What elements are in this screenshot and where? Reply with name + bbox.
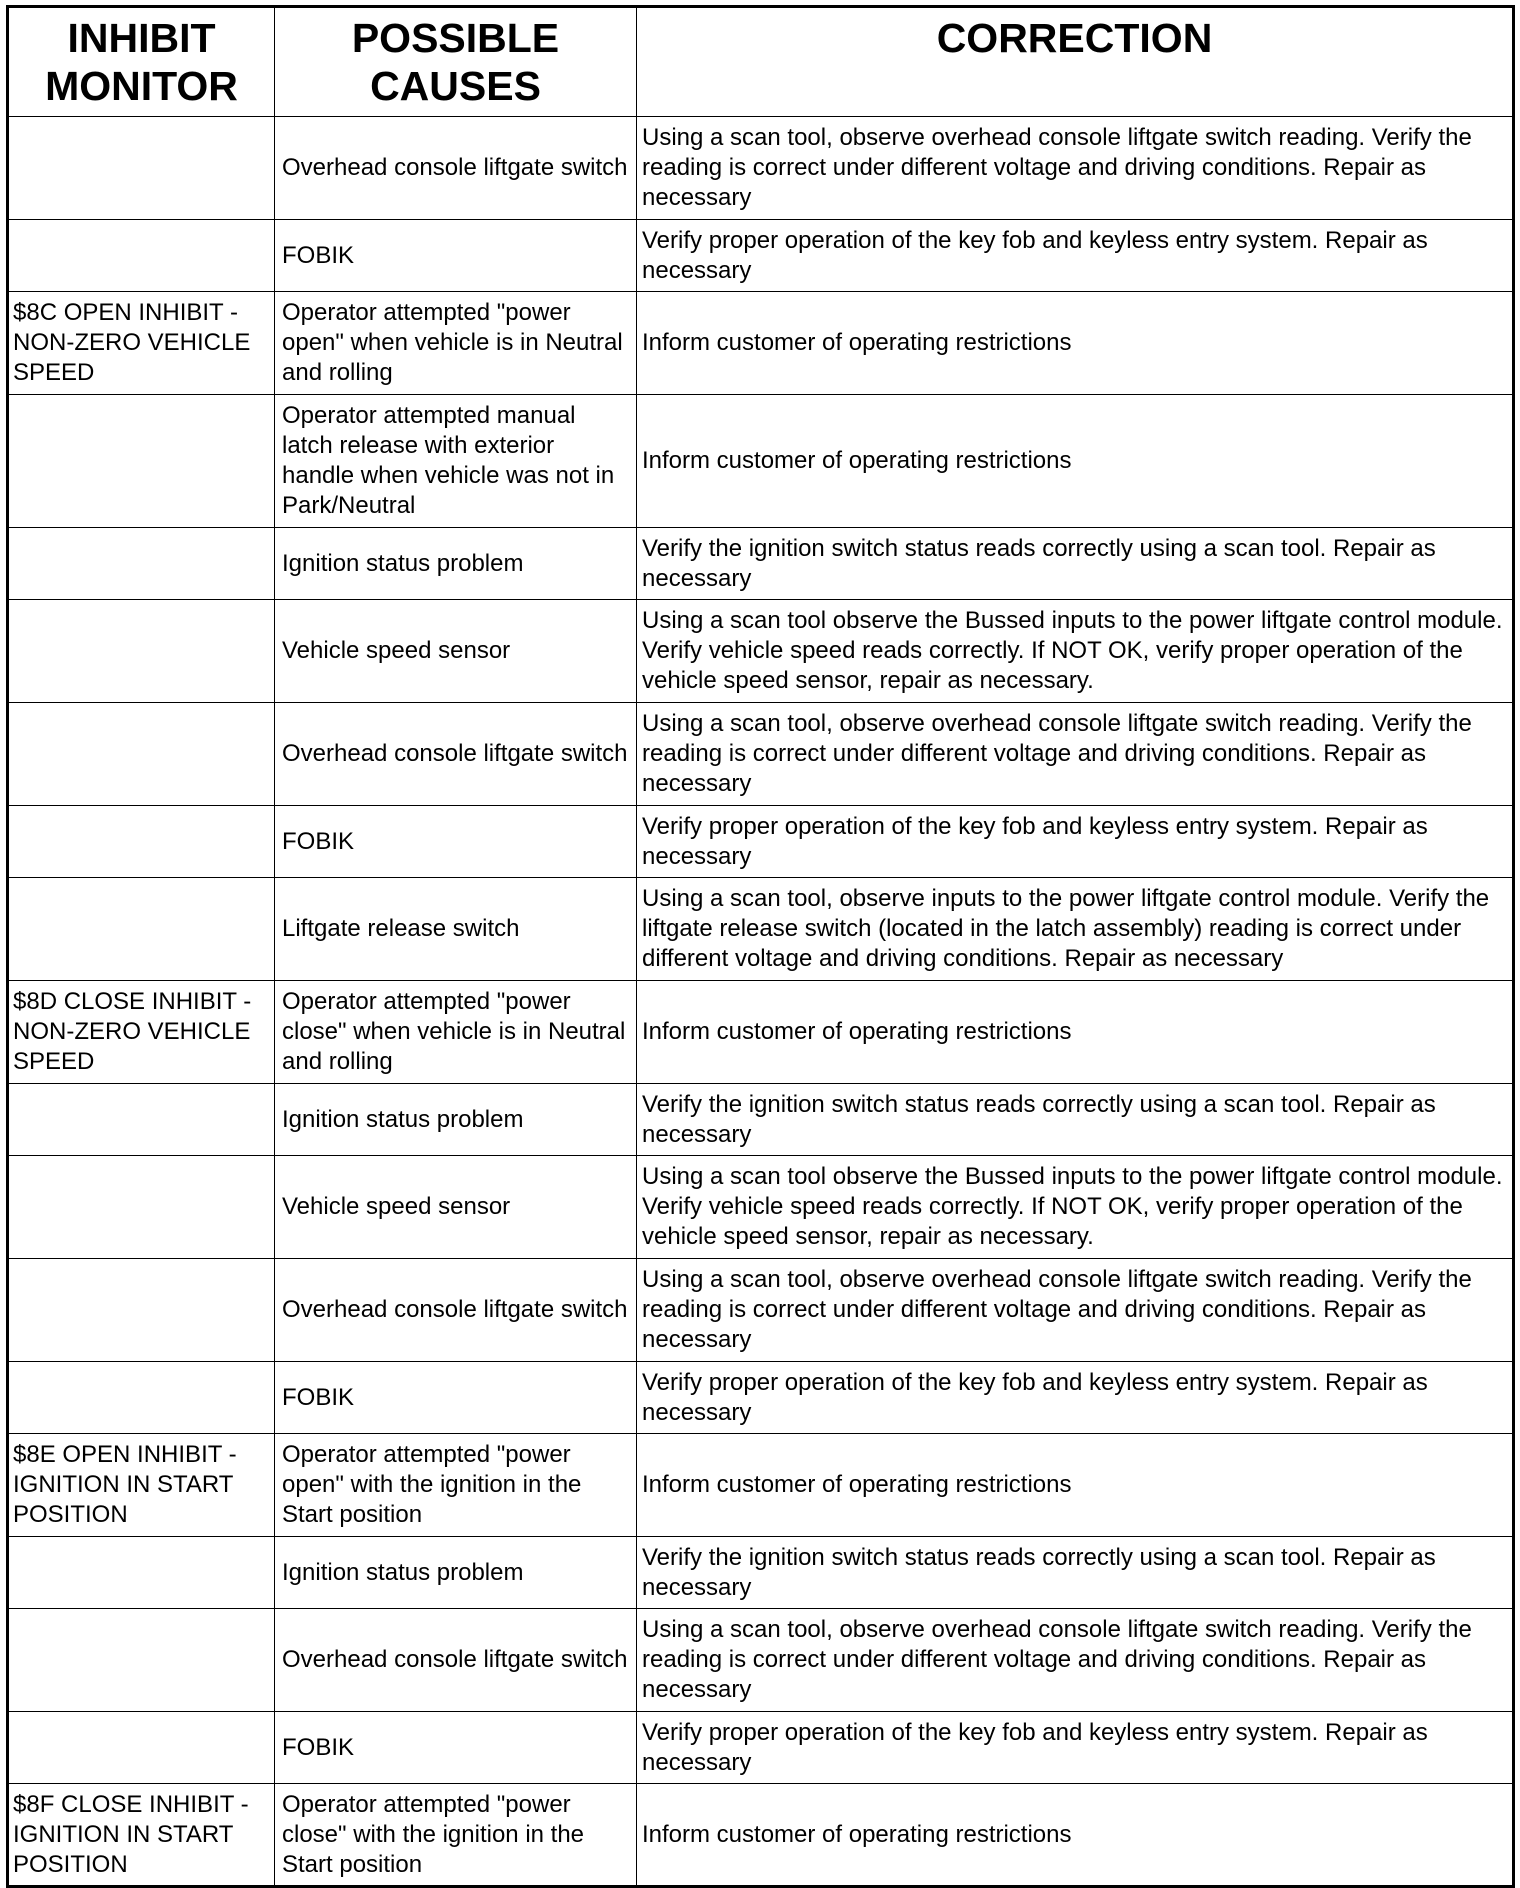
correction-cell: Using a scan tool observe the Bussed inputs to the power liftgate control module. Verify vehicle speed reads correctly. If NOT OK, verify proper operation of the vehicle speed sensor, repair as necessary. bbox=[637, 600, 1514, 703]
table-row bbox=[8, 981, 1514, 1084]
correction-cell: Verify proper operation of the key fob and keyless entry system. Repair as necessary bbox=[637, 806, 1514, 878]
cause-cell: Vehicle speed sensor bbox=[275, 600, 637, 703]
monitor-cell: $8D CLOSE INHIBIT - NON-ZERO VEHICLE SPEED bbox=[8, 981, 275, 1084]
monitor-cell bbox=[8, 1712, 275, 1784]
monitor-cell: $8F CLOSE INHIBIT - IGNITION IN START POSITION bbox=[8, 1784, 275, 1887]
correction-cell: Verify the ignition switch status reads correctly using a scan tool. Repair as necessary bbox=[637, 1537, 1514, 1609]
table-row bbox=[8, 1537, 1514, 1609]
monitor-cell bbox=[8, 395, 275, 528]
cause-cell: FOBIK bbox=[275, 1712, 637, 1784]
monitor-cell bbox=[8, 1084, 275, 1156]
cause-cell: Ignition status problem bbox=[275, 528, 637, 600]
monitor-cell bbox=[8, 220, 275, 292]
correction-cell: Verify the ignition switch status reads correctly using a scan tool. Repair as necessary bbox=[637, 528, 1514, 600]
cause-cell: FOBIK bbox=[275, 220, 637, 292]
table-row bbox=[8, 1084, 1514, 1156]
correction-cell: Using a scan tool, observe overhead console liftgate switch reading. Verify the reading is correct under different voltage and driving conditions. Repair as necessary bbox=[637, 1259, 1514, 1362]
table-row bbox=[8, 395, 1514, 528]
correction-cell: Using a scan tool, observe overhead console liftgate switch reading. Verify the reading is correct under different voltage and driving conditions. Repair as necessary bbox=[637, 703, 1514, 806]
cause-cell: Operator attempted "power close" with the ignition in the Start position bbox=[275, 1784, 637, 1887]
table-row bbox=[8, 600, 1514, 703]
correction-cell: Using a scan tool, observe overhead console liftgate switch reading. Verify the reading is correct under different voltage and driving conditions. Repair as necessary bbox=[637, 117, 1514, 220]
correction-cell: Using a scan tool observe the Bussed inputs to the power liftgate control module. Verify vehicle speed reads correctly. If NOT OK, verify proper operation of the vehicle speed sensor, repair as necessary. bbox=[637, 1156, 1514, 1259]
cause-cell: Operator attempted "power close" when vehicle is in Neutral and rolling bbox=[275, 981, 637, 1084]
cause-cell: Overhead console liftgate switch bbox=[275, 117, 637, 220]
monitor-cell bbox=[8, 117, 275, 220]
monitor-cell bbox=[8, 806, 275, 878]
cause-cell: Operator attempted manual latch release with exterior handle when vehicle was not in Park/Neutral bbox=[275, 395, 637, 528]
monitor-cell: $8E OPEN INHIBIT - IGNITION IN START POSITION bbox=[8, 1434, 275, 1537]
monitor-cell bbox=[8, 703, 275, 806]
monitor-cell bbox=[8, 1156, 275, 1259]
table-row bbox=[8, 878, 1514, 981]
header-correction: CORRECTION bbox=[637, 7, 1514, 117]
table-row bbox=[8, 1609, 1514, 1712]
correction-cell: Verify proper operation of the key fob and keyless entry system. Repair as necessary bbox=[637, 1712, 1514, 1784]
cause-cell: Liftgate release switch bbox=[275, 878, 637, 981]
monitor-cell bbox=[8, 528, 275, 600]
table-row bbox=[8, 1712, 1514, 1784]
monitor-cell bbox=[8, 878, 275, 981]
table-row bbox=[8, 1784, 1514, 1887]
cause-cell: Overhead console liftgate switch bbox=[275, 1609, 637, 1712]
cause-cell: Vehicle speed sensor bbox=[275, 1156, 637, 1259]
cause-cell: FOBIK bbox=[275, 1362, 637, 1434]
table-row bbox=[8, 220, 1514, 292]
correction-cell: Inform customer of operating restrictions bbox=[637, 981, 1514, 1084]
correction-cell: Inform customer of operating restrictions bbox=[637, 395, 1514, 528]
cause-cell: Operator attempted "power open" with the ignition in the Start position bbox=[275, 1434, 637, 1537]
header-possible-causes: POSSIBLE CAUSES bbox=[275, 7, 637, 117]
monitor-cell bbox=[8, 1259, 275, 1362]
table-header-row bbox=[8, 7, 1514, 117]
correction-cell: Verify proper operation of the key fob and keyless entry system. Repair as necessary bbox=[637, 1362, 1514, 1434]
cause-cell: Overhead console liftgate switch bbox=[275, 1259, 637, 1362]
correction-cell: Inform customer of operating restrictions bbox=[637, 292, 1514, 395]
table-row bbox=[8, 1259, 1514, 1362]
monitor-cell bbox=[8, 1609, 275, 1712]
cause-cell: Ignition status problem bbox=[275, 1537, 637, 1609]
correction-cell: Inform customer of operating restrictions bbox=[637, 1784, 1514, 1887]
cause-cell: Ignition status problem bbox=[275, 1084, 637, 1156]
table-row bbox=[8, 292, 1514, 395]
cause-cell: FOBIK bbox=[275, 806, 637, 878]
monitor-cell bbox=[8, 1537, 275, 1609]
table-row bbox=[8, 528, 1514, 600]
table-row bbox=[8, 1156, 1514, 1259]
monitor-cell bbox=[8, 1362, 275, 1434]
correction-cell: Inform customer of operating restrictions bbox=[637, 1434, 1514, 1537]
correction-cell: Verify proper operation of the key fob and keyless entry system. Repair as necessary bbox=[637, 220, 1514, 292]
monitor-cell bbox=[8, 600, 275, 703]
monitor-cell: $8C OPEN INHIBIT - NON-ZERO VEHICLE SPEED bbox=[8, 292, 275, 395]
table-row bbox=[8, 1434, 1514, 1537]
inhibit-monitor-table bbox=[6, 5, 1515, 1888]
correction-cell: Using a scan tool, observe inputs to the power liftgate control module. Verify the liftgate release switch (located in the latch assembly) reading is correct under different voltage and driving conditions. Repair as necessary bbox=[637, 878, 1514, 981]
correction-cell: Verify the ignition switch status reads correctly using a scan tool. Repair as necessary bbox=[637, 1084, 1514, 1156]
table-row bbox=[8, 703, 1514, 806]
correction-cell: Using a scan tool, observe overhead console liftgate switch reading. Verify the reading is correct under different voltage and driving conditions. Repair as necessary bbox=[637, 1609, 1514, 1712]
table-row bbox=[8, 1362, 1514, 1434]
table-row bbox=[8, 806, 1514, 878]
cause-cell: Operator attempted "power open" when vehicle is in Neutral and rolling bbox=[275, 292, 637, 395]
cause-cell: Overhead console liftgate switch bbox=[275, 703, 637, 806]
header-inhibit-monitor: INHIBIT MONITOR bbox=[8, 7, 275, 117]
table-row bbox=[8, 117, 1514, 220]
